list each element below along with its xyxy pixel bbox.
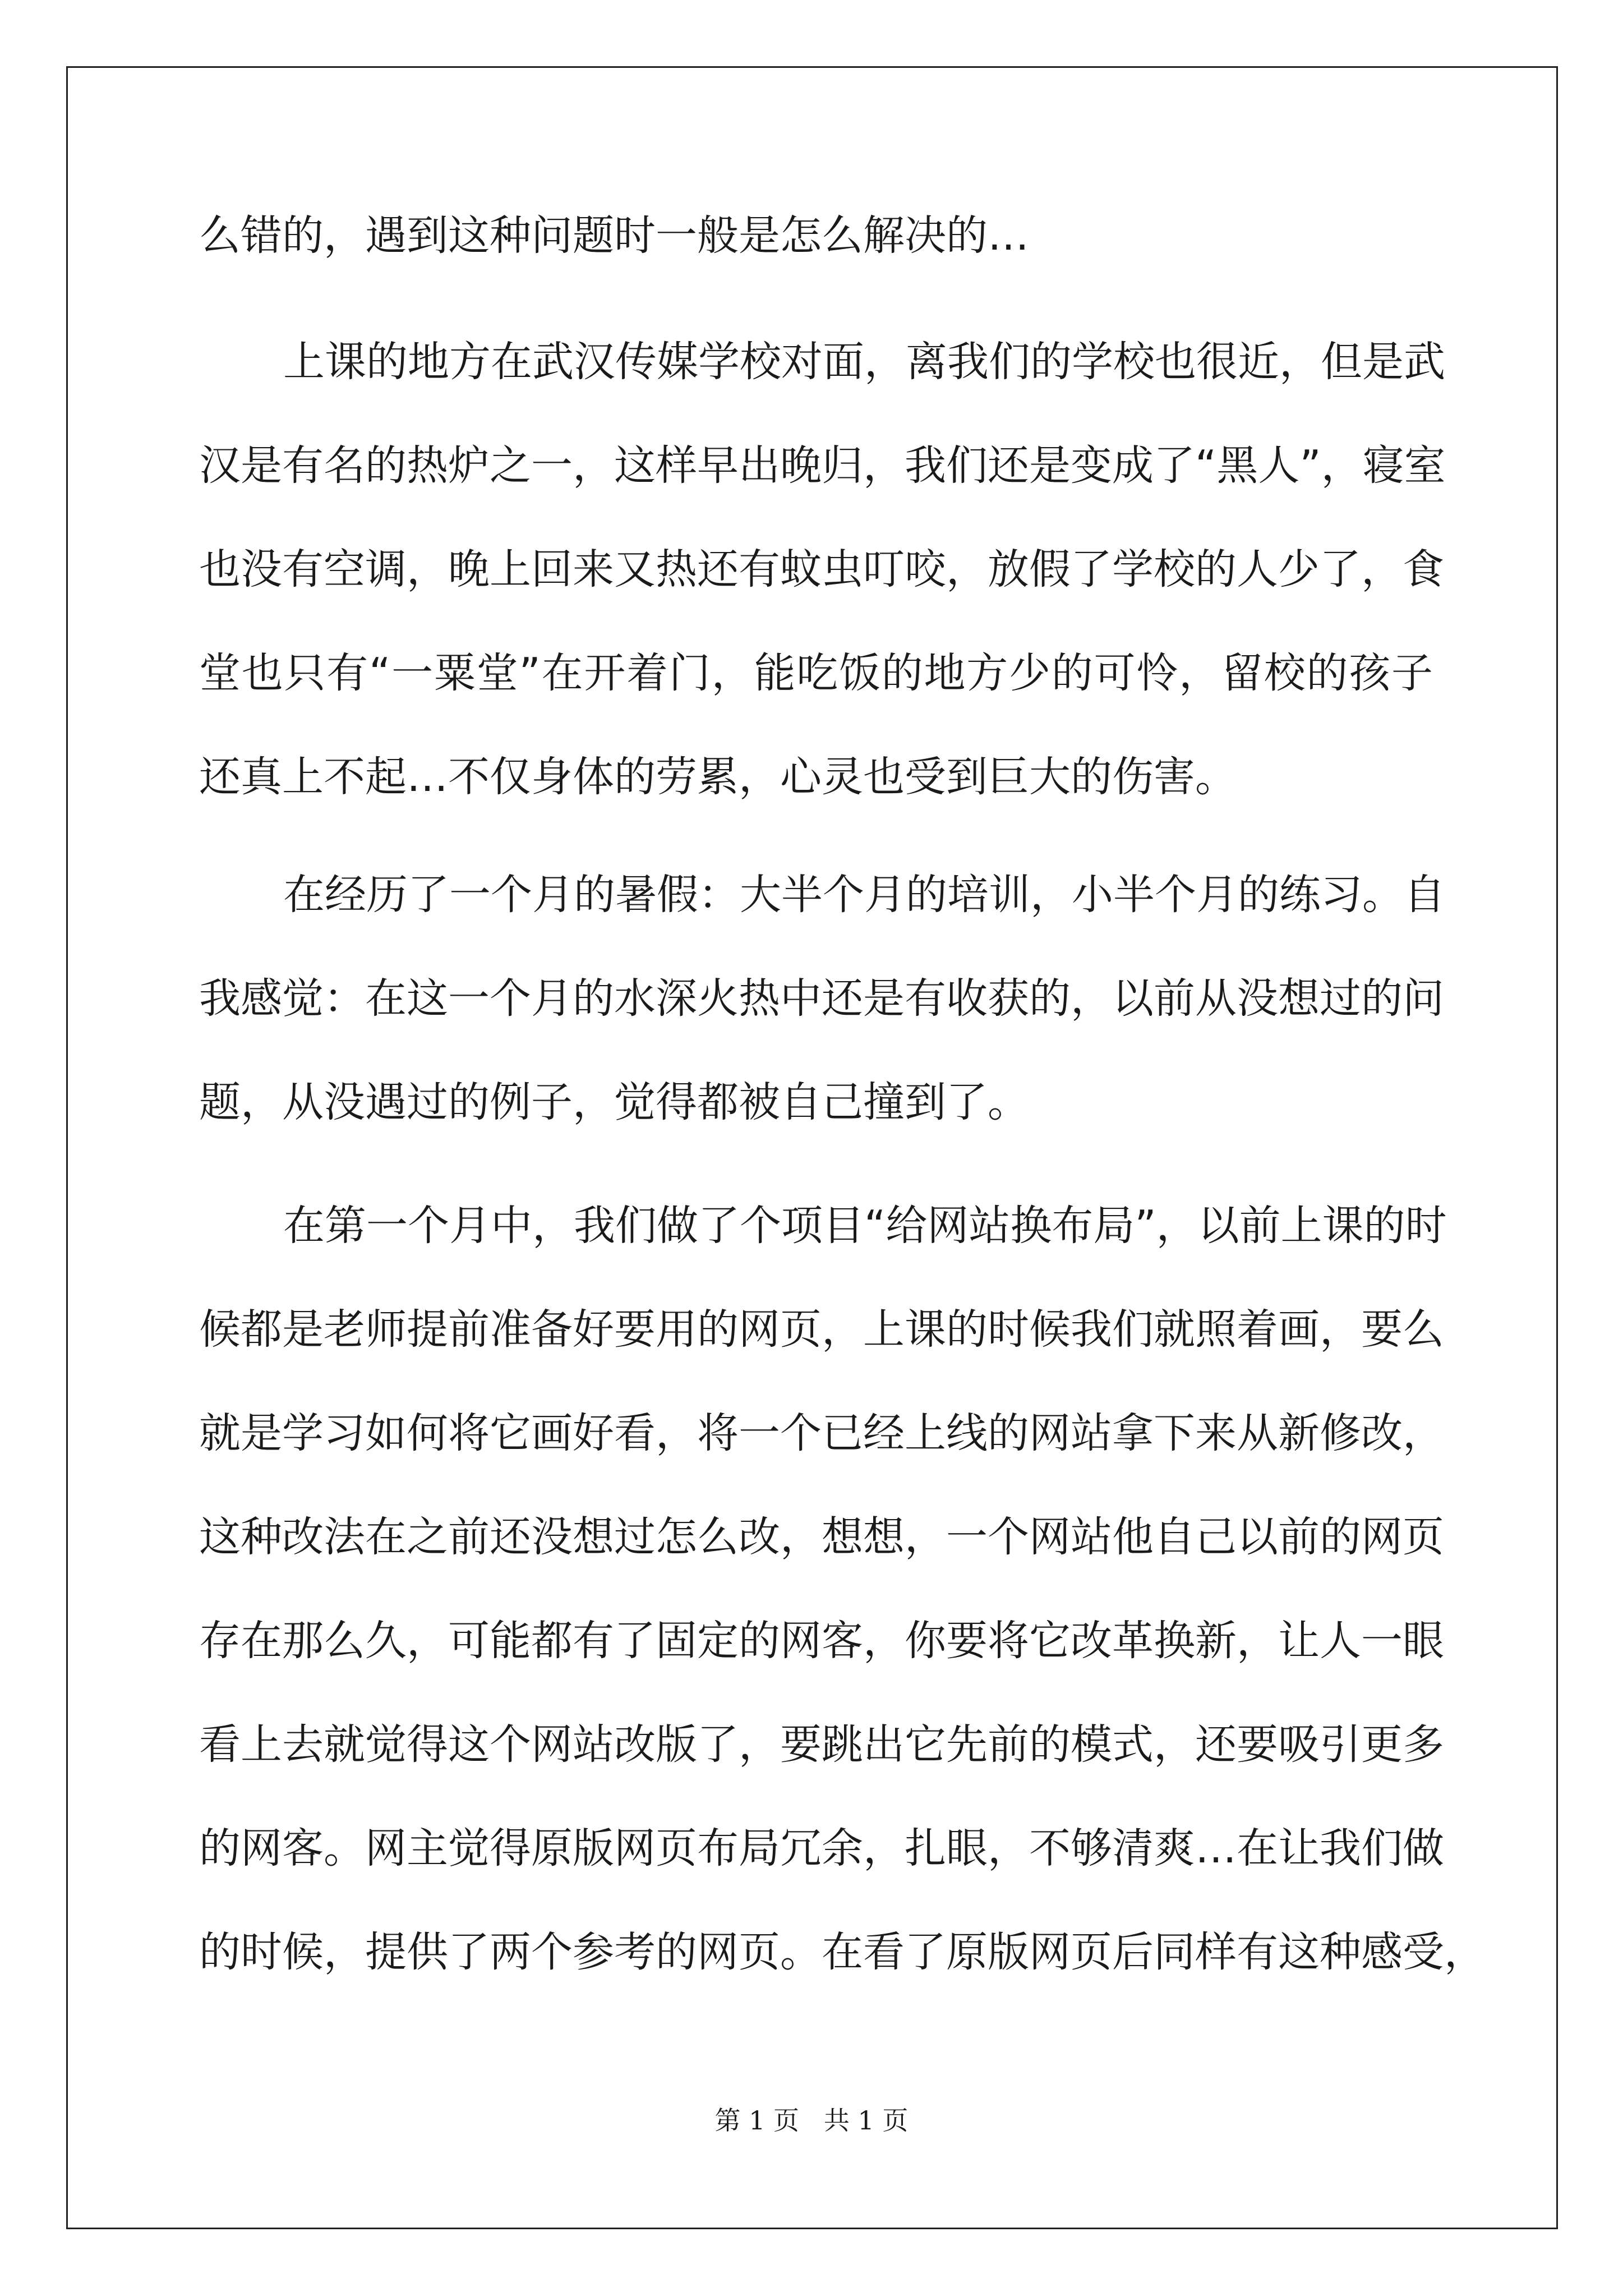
text-line: 也没有空调，晚上回来又热还有蚊虫叮咬，放假了学校的人少了，食 — [199, 545, 1444, 593]
text-line: 汉是有名的热炉之一，这样早出晚归，我们还是变成了“黑人”，寝室 — [199, 441, 1446, 490]
page-border — [66, 66, 1558, 2229]
text-line: 还真上不起…不仅身体的劳累，心灵也受到巨大的伤害。 — [199, 753, 1237, 801]
text-line: 就是学习如何将它画好看，将一个已经上线的网站拿下来从新修改， — [199, 1409, 1444, 1457]
text-line: 么错的，遇到这种问题时一般是怎么解决的… — [199, 211, 1029, 260]
text-line: 在第一个月中，我们做了个项目“给网站换布局”，以前上课的时 — [283, 1202, 1447, 1250]
text-line: 候都是老师提前准备好要用的网页，上课的时候我们就照着画，要么 — [199, 1305, 1444, 1354]
text-line: 在经历了一个月的暑假：大半个月的培训，小半个月的练习。自 — [283, 871, 1445, 919]
text-line: 这种改法在之前还没想过怎么改，想想，一个网站他自己以前的网页 — [199, 1513, 1444, 1561]
text-line: 的时候，提供了两个参考的网页。在看了原版网页后同样有这种感受， — [199, 1928, 1486, 1976]
text-line: 题，从没遇过的例子，觉得都被自己撞到了。 — [199, 1078, 1029, 1126]
page-number-footer: 第 1 页 共 1 页 — [714, 2105, 909, 2136]
text-line: 的网客。网主觉得原版网页布局冗余，扎眼，不够清爽…在让我们做 — [199, 1824, 1444, 1872]
text-line: 存在那么久，可能都有了固定的网客，你要将它改革换新，让人一眼 — [199, 1617, 1444, 1665]
text-line: 上课的地方在武汉传媒学校对面，离我们的学校也很近，但是武 — [283, 338, 1445, 386]
text-line: 我感觉：在这一个月的水深火热中还是有收获的，以前从没想过的问 — [199, 974, 1444, 1023]
text-line: 堂也只有“一粟堂”在开着门，能吃饭的地方少的可怜，留校的孩子 — [199, 649, 1433, 697]
text-line: 看上去就觉得这个网站改版了，要跳出它先前的模式，还要吸引更多 — [199, 1720, 1444, 1769]
